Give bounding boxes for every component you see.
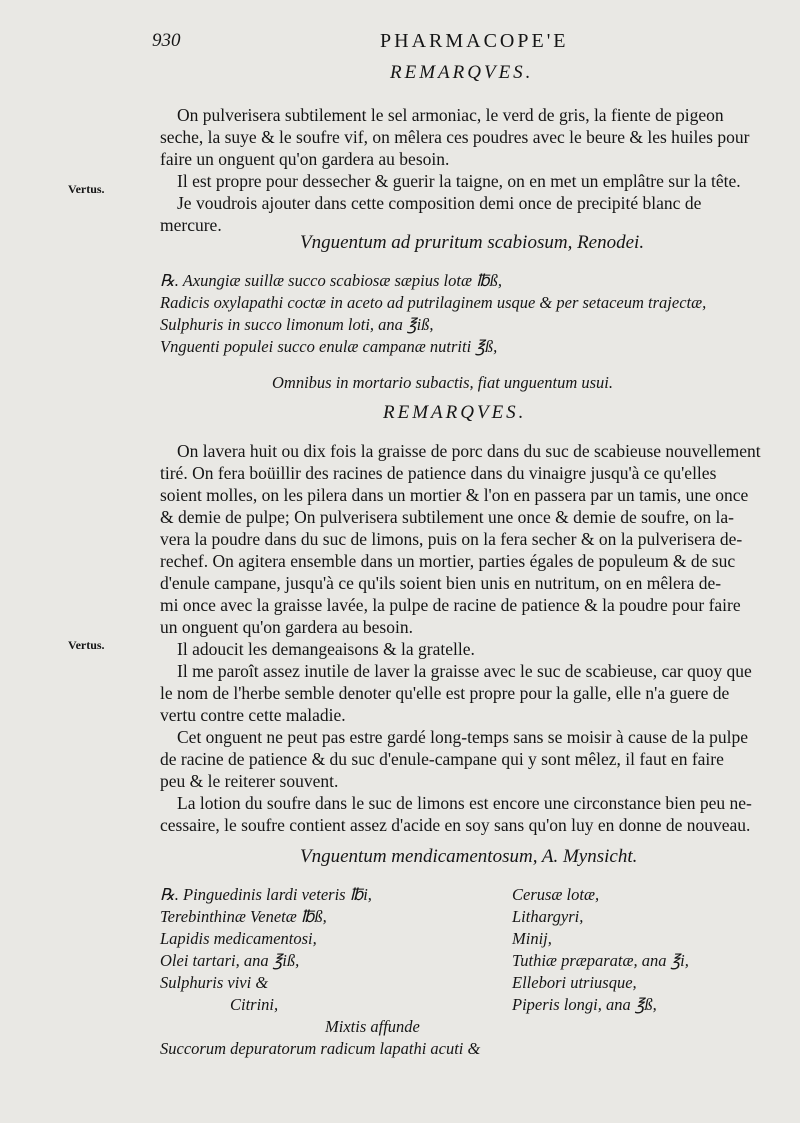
ingredient-line: Sulphuris vivi &	[160, 973, 269, 992]
ingredient-line: Radicis oxylapathi coctæ in aceto ad putrilaginem usque & per setaceum trajectæ,	[160, 293, 707, 312]
text-line: vera la poudre dans du suc de limons, puis on la fera secher & on la pulverisera de-	[160, 529, 743, 549]
recipe1-ingredients	[160, 270, 780, 358]
ingredient-line: Ellebori utriusque,	[512, 973, 637, 992]
text-line: de racine de patience & du suc d'enule-campane qui y sont mêlez, il faut en faire	[160, 749, 724, 769]
ingredient-line: Sulphuris in succo limonum loti, ana ℥iß,	[160, 315, 434, 334]
text-line: On lavera huit ou dix fois la graisse de porc dans du suc de scabieuse nouvellement	[177, 441, 761, 461]
ingredient-line: Olei tartari, ana ℥iß,	[160, 951, 300, 970]
text-line: vertu contre cette maladie.	[160, 705, 346, 725]
text-line: le nom de l'herbe semble denoter qu'elle est propre pour la galle, elle n'a guere de	[160, 683, 730, 703]
text-line: Je voudrois ajouter dans cette composition demi once de precipité blanc de	[177, 193, 702, 213]
ingredient-line: Lapidis medicamentosi,	[160, 929, 317, 948]
text-line: Il me paroît assez inutile de laver la graisse avec le suc de scabieuse, car quoy que	[177, 661, 752, 681]
ingredient-line: Vnguenti populei succo enulæ campanæ nutriti ℥ß,	[160, 337, 498, 356]
text-line: rechef. On agitera ensemble dans un mortier, parties égales de populeum & de suc	[160, 551, 736, 571]
text-line: mi once avec la graisse lavée, la pulpe de racine de patience & la poudre pour faire	[160, 595, 741, 615]
text-line: tiré. On fera boüillir des racines de patience dans du vinaigre jusqu'à ce qu'elles	[160, 463, 717, 483]
ingredient-line: ℞. Pinguedinis lardi veteris ℔i,	[160, 885, 372, 904]
text-line: cessaire, le soufre contient assez d'acide en soy sans qu'on luy en donne de nouveau.	[160, 815, 751, 835]
ingredient-line: Piperis longi, ana ℥ß,	[512, 995, 657, 1014]
recipe2-right-column	[512, 884, 782, 1016]
ingredient-line: Lithargyri,	[512, 907, 584, 926]
text-line: un onguent qu'on gardera au besoin.	[160, 617, 413, 637]
recipe2-title: Vnguentum mendicamentosum, A. Mynsicht.	[300, 846, 638, 867]
recipe2-left-column	[160, 884, 490, 1016]
text-line: Il adoucit les demangeaisons & la gratelle.	[177, 639, 475, 659]
text-line: soient molles, on les pilera dans un mortier & l'on en passera par un tamis, une once	[160, 485, 749, 505]
margin-note-vertus-2: Vertus.	[68, 638, 105, 652]
section2-paragraph	[160, 440, 780, 836]
ingredient-line: Citrini,	[230, 995, 279, 1014]
page-number: 930	[152, 30, 181, 51]
text-line: faire un onguent qu'on gardera au besoin.	[160, 149, 450, 169]
text-line: La lotion du soufre dans le suc de limons est encore une circonstance bien peu ne-	[177, 793, 752, 813]
text-line: & demie de pulpe; On pulverisera subtilement une once & demie de soufre, on la-	[160, 507, 734, 527]
text-line: mercure.	[160, 215, 222, 235]
recipe1-title: Vnguentum ad pruritum scabiosum, Renodei.	[300, 232, 645, 253]
ingredient-line: ℞. Axungiæ suillæ succo scabiosæ sæpius lotæ ℔ß,	[160, 271, 502, 290]
section-heading-remarques-2: REMARQVES.	[383, 402, 527, 423]
text-line: Il est propre pour dessecher & guerir la taigne, on en met un emplâtre sur la tête.	[177, 171, 741, 191]
text-line: peu & le reiterer souvent.	[160, 771, 339, 791]
recipe2-closing-2: Succorum depuratorum radicum lapathi acuti &	[160, 1039, 481, 1058]
ingredient-line: Cerusæ lotæ,	[512, 885, 600, 904]
running-title: PHARMACOPE'E	[380, 30, 569, 52]
text-line: seche, la suye & le soufre vif, on mêlera ces poudres avec le beure & les huiles pour	[160, 127, 750, 147]
ingredient-line: Minij,	[512, 929, 552, 948]
recipe1-closing: Omnibus in mortario subactis, fiat unguentum usui.	[272, 373, 614, 392]
recipe2-closing-1: Mixtis affunde	[325, 1017, 420, 1036]
ingredient-line: Tuthiæ præparatæ, ana ℥i,	[512, 951, 689, 970]
ingredient-line: Terebinthinæ Venetæ ℔ß,	[160, 907, 327, 926]
text-line: d'enule campane, jusqu'à ce qu'ils soient bien unis en nutritum, on en mêlera de-	[160, 573, 722, 593]
section1-paragraph	[160, 104, 780, 236]
text-line: Cet onguent ne peut pas estre gardé long-temps sans se moisir à cause de la pulpe	[177, 727, 749, 747]
text-line: On pulverisera subtilement le sel armoniac, le verd de gris, la fiente de pigeon	[177, 105, 724, 125]
margin-note-vertus-1: Vertus.	[68, 182, 105, 196]
section-heading-remarques-1: REMARQVES.	[390, 62, 534, 83]
